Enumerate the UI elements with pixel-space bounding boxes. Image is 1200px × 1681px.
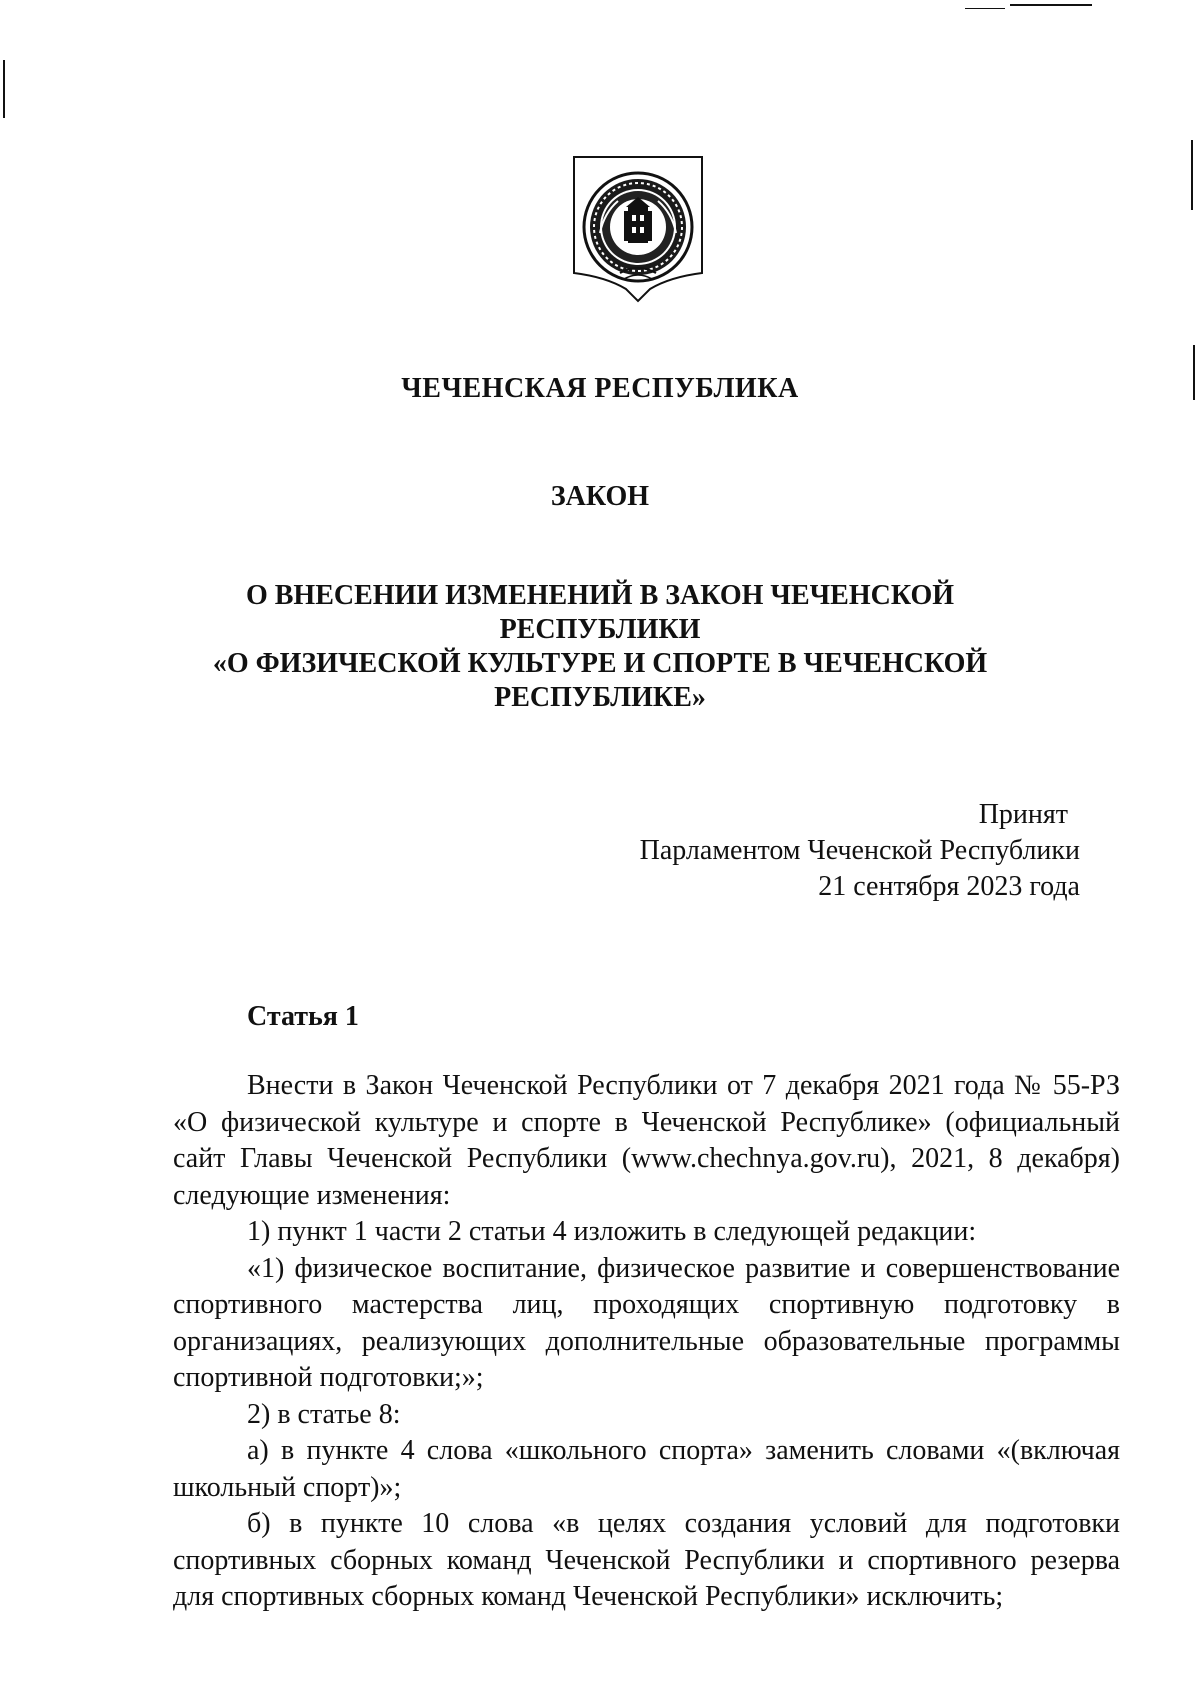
scan-artifact-right-edge-1 (1191, 140, 1193, 210)
paragraph: Внести в Закон Чеченской Республики от 7 декабря 2021 года № 55-РЗ «О физической культуре и спорте в Чеченской Республике» (официальный сайт Главы Чеченской Республики (www.chechnya.gov.ru), 2021, 8 декабря) следующие изменения: (173, 1070, 1120, 1211)
law-title-line: О ВНЕСЕНИИ ИЗМЕНЕНИЙ В ЗАКОН ЧЕЧЕНСКОЙ РЕСПУБЛИКИ (245, 580, 955, 645)
scan-artifact-right-edge-2 (1193, 345, 1195, 400)
scan-artifact-top-right (1010, 4, 1092, 6)
law-label: ЗАКОН (550, 481, 650, 512)
paragraph: «1) физическое воспитание, физическое развитие и совершенствование спортивного мастерства лиц, проходящих спортивную подготовку в организациях, реализующих дополнительные образовательные программы спортивной подготовки;»; (173, 1252, 1120, 1393)
law-title-line: РЕСПУБЛИКЕ» (494, 682, 706, 713)
paragraph: 2) в статье 8: (247, 1398, 401, 1430)
paragraph: а) в пункте 4 слова «школьного спорта» заменить словами «(включая школьный спорт)»; (173, 1435, 1120, 1503)
law-title (150, 579, 1050, 715)
paragraph: 1) пункт 1 части 2 статьи 4 изложить в следующей редакции: (247, 1216, 977, 1247)
scan-artifact-left-edge (3, 60, 5, 118)
scan-artifact-top-right-short (965, 8, 1005, 9)
adoption-line-parliament: Парламентом Чеченской Республики (639, 835, 1080, 866)
law-title-line: «О ФИЗИЧЕСКОЙ КУЛЬТУРЕ И СПОРТЕ В ЧЕЧЕНСКОЙ (212, 648, 988, 679)
article-heading: Статья 1 (247, 1001, 359, 1032)
article-body (173, 1068, 1120, 1616)
coat-of-arms-icon (570, 155, 706, 305)
adoption-block (640, 797, 1080, 905)
republic-heading: ЧЕЧЕНСКАЯ РЕСПУБЛИКА (401, 373, 799, 404)
paragraph: б) в пункте 10 слова «в целях создания условий для подготовки спортивных сборных команд Чеченской Республики и спортивного резерва для спортивных сборных команд Чеченской Республики» исключить; (173, 1508, 1120, 1612)
adoption-line-adopted: Принят (978, 799, 1068, 830)
coat-of-arms-emblem (570, 155, 706, 305)
adoption-line-date: 21 сентября 2023 года (818, 871, 1080, 902)
